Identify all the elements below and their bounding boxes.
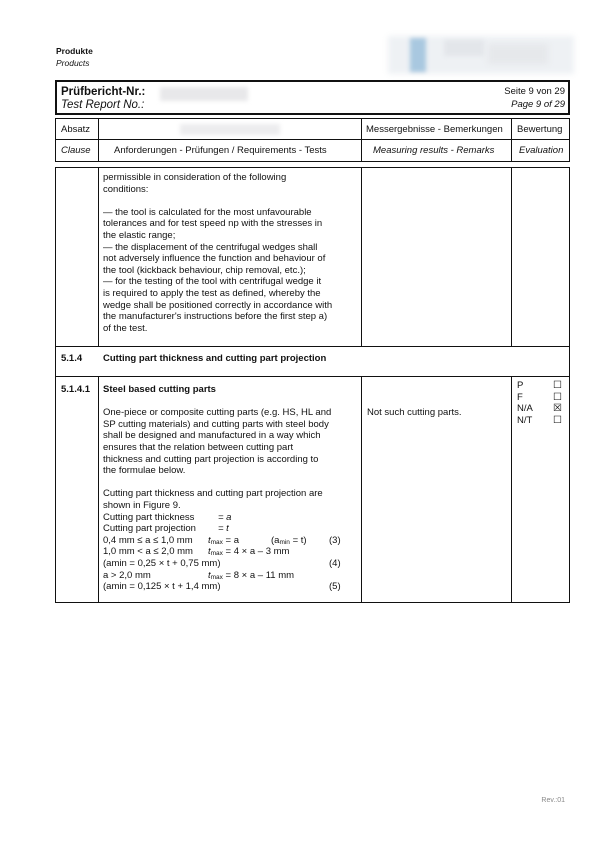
brand-name-en: Products (56, 58, 90, 68)
row3-para1-line: thickness and cutting part projection is according to (103, 453, 319, 465)
column-eval-de: Bewertung (517, 124, 563, 135)
checkbox-not-applicable[interactable]: ☒ (553, 403, 562, 415)
row3-para1-line: shall be designed and manufactured in a way which (103, 430, 321, 442)
column-header-table (55, 118, 570, 162)
row1-line: the elastic range; (103, 229, 176, 241)
verdict-code: N/A (517, 403, 533, 415)
column-results-en: Measuring results - Remarks (373, 145, 495, 156)
report-number-label-de: Prüfbericht-Nr.: (61, 86, 146, 98)
page-number-de: Seite 9 von 29 (504, 86, 565, 97)
checkbox-pass[interactable]: ☐ (553, 380, 562, 391)
redacted-logo (388, 36, 574, 74)
column-requirements: Anforderungen - Prüfungen / Requirements - Tests (114, 145, 327, 156)
row1-line: — the tool is calculated for the most unfavourable (103, 206, 312, 218)
checkbox-not-tested[interactable]: ☐ (553, 414, 562, 426)
column-results-de: Messergebnisse - Bemerkungen (366, 124, 503, 135)
revision-label: Rev.:01 (541, 797, 565, 804)
row3-para2-line: Cutting part thickness and cutting part projection are (103, 488, 323, 500)
report-number-label-en: Test Report No.: (61, 99, 145, 111)
definition-thickness: Cutting part thickness = a (103, 511, 232, 523)
row3-clause: 5.1.4.1 (61, 384, 91, 395)
formula-5: a > 2,0 mm $t_{max} = 8 \times a - 11$ mm (103, 569, 295, 581)
row1-line: the tool (kickback behaviour, chip removal, etc.); (103, 264, 306, 276)
row3-para1-line: ensures that the relation between cutting part (103, 441, 294, 453)
verdict-code: P (517, 380, 524, 391)
formula-4: 1,0 mm < a ≤ 2,0 mm $t_{max} = 4 \times a - 3$ mm (103, 546, 290, 558)
row1-line: the manufacturer's instructions before the first step a) (103, 311, 328, 323)
row3-result: Not such cutting parts. (367, 407, 462, 418)
row2-title: Cutting part thickness and cutting part projection (103, 353, 327, 364)
row3-para1-line: One-piece or composite cutting parts (e.g. HS, HL and (103, 407, 332, 419)
row3-para1-line: the formulae below. (103, 465, 186, 477)
row1-line: conditions: (103, 183, 149, 195)
column-eval-en: Evaluation (519, 145, 564, 156)
requirements-table (55, 167, 570, 603)
row3-para2-line: shown in Figure 9. (103, 499, 181, 511)
row1-line: is required to apply the test as defined, whereby the (103, 287, 321, 299)
row1-line: tolerances and for test speed np with the stresses in (103, 218, 323, 230)
formula-4-min: (amin = 0,25 × t + 0,75 mm) (4) (103, 557, 341, 569)
formula-3: 0,4 mm ≤ a ≤ 1,0 mm $t_{max} = a$ $(a_{min} = t)$ (3) (103, 534, 341, 546)
row3-para1-line: SP cutting materials) and cutting parts with steel body (103, 418, 329, 430)
redacted-requirement-heading (180, 124, 280, 135)
page-number-en: Page 9 of 29 (511, 99, 565, 110)
verdict-code: F (517, 391, 523, 403)
row1-line: of the test. (103, 322, 148, 334)
row1-line: wedge shall be positioned correctly in accordance with (103, 299, 333, 311)
row1-text (103, 172, 332, 334)
row1-line (103, 195, 332, 207)
column-clause-de: Absatz (61, 124, 91, 135)
redacted-report-number (160, 87, 248, 101)
definition-projection: Cutting part projection = t (103, 523, 229, 535)
row3-title: Steel based cutting parts (103, 384, 216, 395)
verdict-checkboxes (553, 380, 562, 426)
checkbox-fail[interactable]: ☐ (553, 391, 562, 403)
row3-requirement (103, 384, 358, 593)
row1-line: not adversely influence the function and behaviour of (103, 253, 326, 265)
row1-line: permissible in consideration of the following (103, 172, 287, 183)
brand-name-de: Produkte (56, 46, 93, 56)
row1-line: — for the testing of the tool with centrifugal wedge it (103, 276, 322, 288)
row1-line: — the displacement of the centrifugal wedges shall (103, 241, 318, 253)
formula-5-min: (amin = 0,125 × t + 1,4 mm) (5) (103, 581, 341, 593)
verdict-codes (517, 380, 533, 426)
row2-clause: 5.1.4 (61, 353, 83, 364)
column-clause-en: Clause (61, 145, 91, 156)
verdict-code: N/T (517, 414, 533, 426)
